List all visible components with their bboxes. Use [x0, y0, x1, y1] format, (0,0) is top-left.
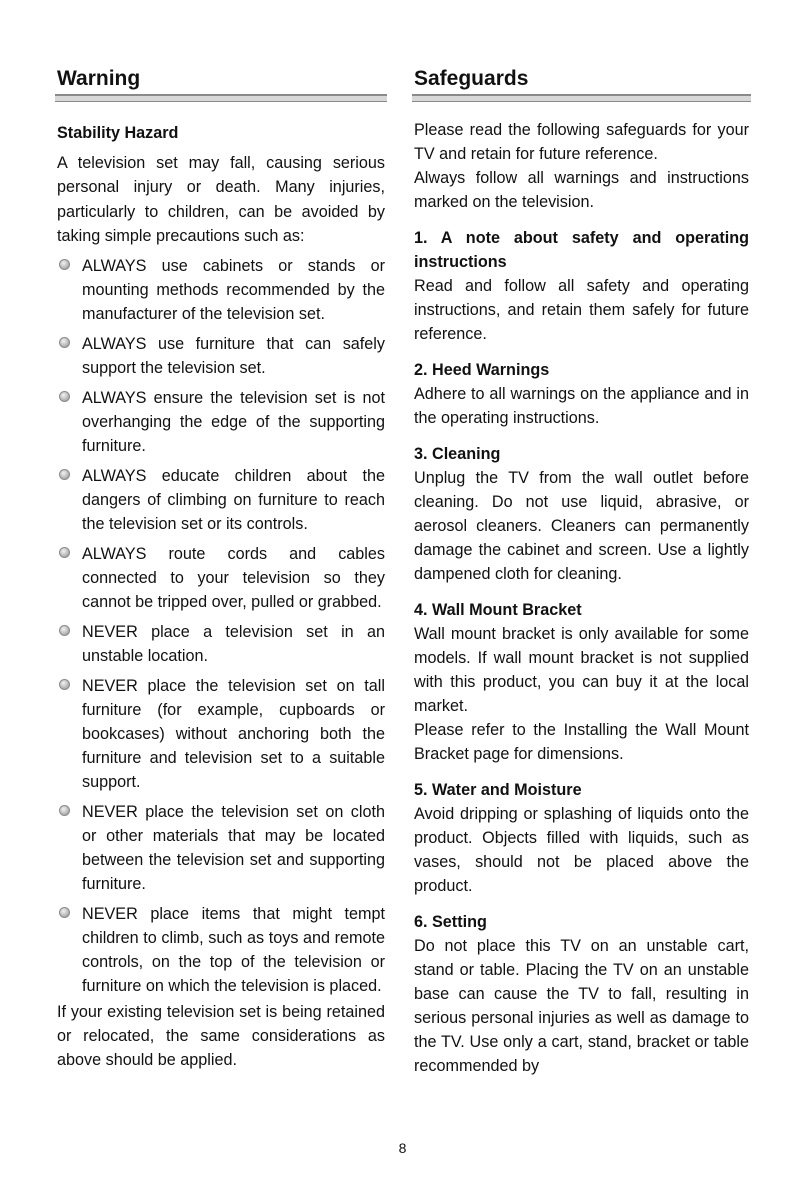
safeguards-heading: Safeguards — [414, 67, 529, 90]
page-number: 8 — [398, 1140, 407, 1156]
section-body: Read and follow all safety and operating instructions, and retain them safely for future reference. — [414, 277, 749, 343]
warning-heading: Warning — [57, 67, 141, 90]
precaution-list — [57, 254, 385, 998]
bullet-icon — [59, 259, 70, 270]
section-title: 1. A note about safety and operating instructions — [414, 229, 749, 271]
list-item-text: ALWAYS use furniture that can safely support the television set. — [82, 335, 385, 378]
stability-intro: A television set may fall, causing serious personal injury or death. Many injuries, particularly to children, can be avoided by taking simple precautions such as: — [57, 154, 385, 245]
list-item — [57, 254, 385, 326]
safeguards-intro-2: Always follow all warnings and instructions marked on the television. — [414, 169, 749, 211]
list-item-text: ALWAYS educate children about the dangers of climbing on furniture to reach the television set or its controls. — [82, 467, 385, 534]
list-item — [57, 464, 385, 536]
list-item-text: NEVER place items that might tempt children to climb, such as toys and remote controls, on the top of the television or furniture on which the television is placed. — [82, 905, 385, 996]
warning-body — [57, 121, 385, 1072]
stability-hazard-title: Stability Hazard — [57, 124, 179, 142]
list-item — [57, 386, 385, 458]
bullet-icon — [59, 391, 70, 402]
section-title: 4. Wall Mount Bracket — [414, 601, 582, 619]
list-item-text: NEVER place a television set in an unstable location. — [82, 623, 385, 666]
section-title: 5. Water and Moisture — [414, 781, 582, 799]
section-body: Unplug the TV from the wall outlet before cleaning. Do not use liquid, abrasive, or aerosol cleaners. Cleaners can permanently damage the cabinet and screen. Use a lightly dampened cloth for cleaning. — [414, 469, 749, 583]
list-item — [57, 620, 385, 668]
section-body: Wall mount bracket is only available for some models. If wall mount bracket is not supplied with this product, you can buy it at the local market. — [414, 625, 749, 715]
bullet-icon — [59, 625, 70, 636]
section-cleaning — [414, 442, 749, 586]
bullet-icon — [59, 337, 70, 348]
safeguards-body — [414, 118, 749, 1078]
section-water-moisture — [414, 778, 749, 898]
section-wall-mount — [414, 598, 749, 766]
warning-heading-rule — [55, 94, 387, 102]
bullet-icon — [59, 547, 70, 558]
list-item — [57, 332, 385, 380]
section-title: 6. Setting — [414, 913, 487, 931]
section-body-2: Please refer to the Installing the Wall Mount Bracket page for dimensions. — [414, 721, 749, 763]
bullet-icon — [59, 469, 70, 480]
list-item-text: ALWAYS use cabinets or stands or mounting methods recommended by the manufacturer of the television set. — [82, 257, 385, 324]
closing-text: If your existing television set is being retained or relocated, the same considerations as above should be applied. — [57, 1003, 385, 1070]
section-heed-warnings — [414, 358, 749, 430]
list-item — [57, 674, 385, 794]
section-setting — [414, 910, 749, 1078]
list-item-text: NEVER place the television set on cloth or other materials that may be located between the television set and supporting furniture. — [82, 803, 385, 894]
list-item-text: ALWAYS route cords and cables connected to your television so they cannot be tripped over, pulled or grabbed. — [82, 545, 385, 612]
list-item — [57, 542, 385, 614]
bullet-icon — [59, 805, 70, 816]
section-title: 3. Cleaning — [414, 445, 501, 463]
safeguards-heading-rule — [412, 94, 751, 102]
bullet-icon — [59, 907, 70, 918]
bullet-icon — [59, 679, 70, 690]
section-safety-notes — [414, 226, 749, 346]
safeguards-intro: Please read the following safeguards for your TV and retain for future reference. — [414, 121, 749, 163]
section-body: Do not place this TV on an unstable cart, stand or table. Placing the TV on an unstable base can cause the TV to fall, resulting in serious personal injuries as well as damage to the TV. Use only a cart, stand, bracket or table recommended by — [414, 937, 749, 1075]
list-item — [57, 902, 385, 998]
section-body: Adhere to all warnings on the appliance and in the operating instructions. — [414, 385, 749, 427]
list-item — [57, 800, 385, 896]
list-item-text: ALWAYS ensure the television set is not overhanging the edge of the supporting furniture. — [82, 389, 385, 456]
section-title: 2. Heed Warnings — [414, 361, 550, 379]
list-item-text: NEVER place the television set on tall furniture (for example, cupboards or bookcases) without anchoring both the furniture and television set to a suitable support. — [82, 677, 385, 792]
section-body: Avoid dripping or splashing of liquids onto the product. Objects filled with liquids, such as vases, should not be placed above the product. — [414, 805, 749, 895]
